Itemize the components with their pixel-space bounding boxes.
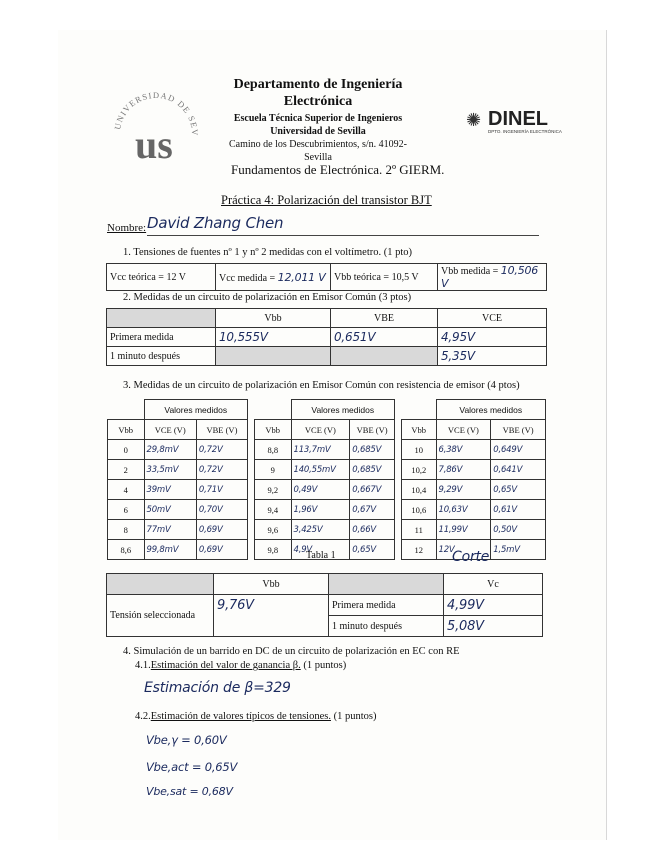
q2-vbe-value: 0,651V: [331, 328, 438, 347]
vbb-cell: 9: [255, 460, 292, 480]
vbe-gamma-answer: Vbe,γ = 0,60V: [146, 733, 227, 747]
q4-sub1: [135, 660, 346, 671]
q1-table: [106, 263, 547, 291]
q3b-header-vc: Vc: [444, 574, 543, 595]
vcc-medida-value: 12,011 V: [277, 270, 326, 284]
q1-title: 1. Tensiones de fuentes nº 1 y nº 2 medidas con el voltímetro. (1 pto): [123, 247, 413, 258]
vce-cell: 140,55mV: [291, 460, 350, 480]
q4-sub1-points: (1 puntos): [300, 660, 347, 671]
cutoff-note: Corte: [452, 549, 490, 565]
beta-answer: Estimación de β=329: [144, 680, 291, 696]
vbe-cell: 0,641V: [491, 460, 546, 480]
q2-vbb-empty: [216, 347, 331, 366]
q3-table-2: [254, 399, 395, 560]
col-vbb: Vbb: [255, 420, 292, 440]
col-vbb: Vbb: [108, 420, 145, 440]
vce-cell: 4,9V: [291, 540, 350, 560]
vbe-cell: 0,69V: [196, 520, 247, 540]
q3b-corner: [107, 574, 214, 595]
col-vce: VCE (V): [291, 420, 350, 440]
q2-row-label: Primera medida: [107, 328, 216, 347]
vce-cell: 7,86V: [436, 460, 491, 480]
q2-vce-value: 5,35V: [438, 347, 547, 366]
vcc-teorica: Vcc teórica = 12 V: [107, 264, 216, 291]
group-header: Valores medidos: [436, 400, 546, 420]
vbe-cell: 0,66V: [350, 520, 395, 540]
vbe-cell: 0,50V: [491, 520, 546, 540]
q4-sub2-prefix: 4.2.: [135, 711, 151, 722]
q2-header-vbe: VBE: [331, 309, 438, 328]
vbe-cell: 1,5mV: [491, 540, 546, 560]
vbe-cell: 0,71V: [196, 480, 247, 500]
vbe-cell: 0,67V: [350, 500, 395, 520]
vbe-cell: 0,667V: [350, 480, 395, 500]
vbb-medida-cell: [438, 264, 547, 291]
name-underline: [147, 235, 539, 236]
col-vce: VCE (V): [144, 420, 196, 440]
q3b-minuto-value: 5,08V: [444, 616, 543, 637]
vcc-medida-label: Vcc medida =: [219, 272, 276, 284]
vbe-cell: 0,685V: [350, 460, 395, 480]
university-name: Universidad de Sevilla: [270, 126, 366, 137]
col-vbe: VBE (V): [196, 420, 247, 440]
vce-cell: 29,8mV: [144, 440, 196, 460]
vce-cell: 113,7mV: [291, 440, 350, 460]
vbb-cell: 11: [402, 520, 437, 540]
university-seal-logo: [110, 88, 202, 168]
q2-vbe-empty: [331, 347, 438, 366]
vce-cell: 12V: [436, 540, 491, 560]
vbb-medida-value: 10,506 V: [441, 264, 539, 290]
vbb-cell: 8,6: [108, 540, 145, 560]
vce-cell: 33,5mV: [144, 460, 196, 480]
blank-cell: [402, 400, 437, 420]
q2-row-label: 1 minuto después: [107, 347, 216, 366]
dinel-name: DINEL: [488, 108, 548, 130]
department-title-line2: Electrónica: [283, 94, 353, 109]
vbb-cell: 4: [108, 480, 145, 500]
course-title: Fundamentos de Electrónica. 2º GIERM.: [231, 162, 445, 177]
vbb-cell: 10,4: [402, 480, 437, 500]
q3b-minuto-label: 1 minuto después: [329, 616, 444, 637]
vce-cell: 39mV: [144, 480, 196, 500]
vce-cell: 6,38V: [436, 440, 491, 460]
vce-cell: 10,63V: [436, 500, 491, 520]
vce-cell: 11,99V: [436, 520, 491, 540]
q4-sub2: [135, 711, 376, 722]
vbb-cell: 6: [108, 500, 145, 520]
q2-corner: [107, 309, 216, 328]
vce-cell: 99,8mV: [144, 540, 196, 560]
q2-title: 2. Medidas de un circuito de polarización en Emisor Común (3 ptos): [123, 292, 412, 303]
q3-title: 3. Medidas de un circuito de polarización en Emisor Común con resistencia de emisor (4 ptos): [123, 380, 520, 391]
vce-cell: 9,29V: [436, 480, 491, 500]
q3-table-3: [401, 399, 546, 560]
q3b-vbb-value: 9,76V: [214, 595, 329, 637]
col-vbe: VBE (V): [350, 420, 395, 440]
q3b-row-label: Tensión seleccionada: [107, 595, 214, 637]
vce-cell: 1,96V: [291, 500, 350, 520]
vbb-cell: 12: [402, 540, 437, 560]
vbb-cell: 8,8: [255, 440, 292, 460]
q3-table-1: [107, 399, 248, 560]
col-vbb: Vbb: [402, 420, 437, 440]
vce-cell: 0,49V: [291, 480, 350, 500]
name-value: David Zhang Chen: [147, 214, 284, 232]
vbb-cell: 10,2: [402, 460, 437, 480]
address: Camino de los Descubrimientos, s/n. 41092-Sevilla: [228, 139, 408, 163]
selected-voltage-table: [106, 573, 543, 637]
svg-text:UNIVERSIDAD DE SEVILLA: UNIVERSIDAD DE SEV: [112, 89, 201, 137]
col-vbe: VBE (V): [491, 420, 546, 440]
vcc-medida-cell: [216, 264, 331, 291]
vbe-sat-answer: Vbe,sat = 0,68V: [146, 785, 233, 798]
q2-header-vce: VCE: [438, 309, 547, 328]
group-header: Valores medidos: [144, 400, 248, 420]
q3b-primera-label: Primera medida: [329, 595, 444, 616]
vbe-cell: 0,65V: [491, 480, 546, 500]
vce-cell: 77mV: [144, 520, 196, 540]
q4-sub1-prefix: 4.1.: [135, 660, 151, 671]
vbb-cell: 10: [402, 440, 437, 460]
blank-cell: [255, 400, 292, 420]
vbb-cell: 2: [108, 460, 145, 480]
dinel-logo: [466, 108, 576, 138]
vbb-cell: 8: [108, 520, 145, 540]
vbe-cell: 0,65V: [350, 540, 395, 560]
vbe-cell: 0,69V: [196, 540, 247, 560]
vbe-act-answer: Vbe,act = 0,65V: [146, 760, 238, 774]
vbb-teorica: Vbb teórica = 10,5 V: [331, 264, 438, 291]
q2-table: [106, 308, 547, 366]
vbb-cell: 9,2: [255, 480, 292, 500]
vbe-cell: 0,72V: [196, 460, 247, 480]
q3b-header-vbb: Vbb: [214, 574, 329, 595]
vbe-cell: 0,685V: [350, 440, 395, 460]
practice-title: Práctica 4: Polarización del transistor BJT: [221, 193, 432, 207]
q4-sub2-points: (1 puntos): [330, 711, 377, 722]
vbb-cell: 9,8: [255, 540, 292, 560]
school-name: Escuela Técnica Superior de Ingenieros: [233, 113, 403, 124]
svg-text:us: us: [135, 122, 173, 167]
vbe-cell: 0,649V: [491, 440, 546, 460]
name-label: Nombre:: [107, 222, 147, 234]
vbb-cell: 10,6: [402, 500, 437, 520]
q3b-primera-value: 4,99V: [444, 595, 543, 616]
vbe-cell: 0,61V: [491, 500, 546, 520]
vbb-cell: 0: [108, 440, 145, 460]
vbb-medida-label: Vbb medida =: [441, 266, 499, 277]
q4-title: 4. Simulación de un barrido en DC de un circuito de polarización en EC con RE: [123, 646, 460, 657]
blank-cell: [108, 400, 145, 420]
q2-vce-value: 4,95V: [438, 328, 547, 347]
q2-header-vbb: Vbb: [216, 309, 331, 328]
vce-cell: 50mV: [144, 500, 196, 520]
dinel-burst-icon: ✺: [466, 110, 482, 130]
col-vce: VCE (V): [436, 420, 491, 440]
q2-vbb-value: 10,555V: [216, 328, 331, 347]
vce-cell: 3,425V: [291, 520, 350, 540]
q4-sub1-text: Estimación del valor de ganancia β.: [150, 660, 301, 671]
vbe-cell: 0,70V: [196, 500, 247, 520]
group-header: Valores medidos: [291, 400, 395, 420]
dinel-subtitle: DPTO. INGENIERÍA ELECTRÓNICA: [488, 129, 562, 134]
table-caption: Tabla 1: [306, 550, 336, 561]
vbb-cell: 9,6: [255, 520, 292, 540]
q3b-shade: [329, 574, 444, 595]
vbe-cell: 0,72V: [196, 440, 247, 460]
department-title: Departamento de Ingeniería: [233, 77, 403, 92]
q4-sub2-text: Estimación de valores típicos de tensiones.: [150, 711, 331, 722]
vbb-cell: 9,4: [255, 500, 292, 520]
